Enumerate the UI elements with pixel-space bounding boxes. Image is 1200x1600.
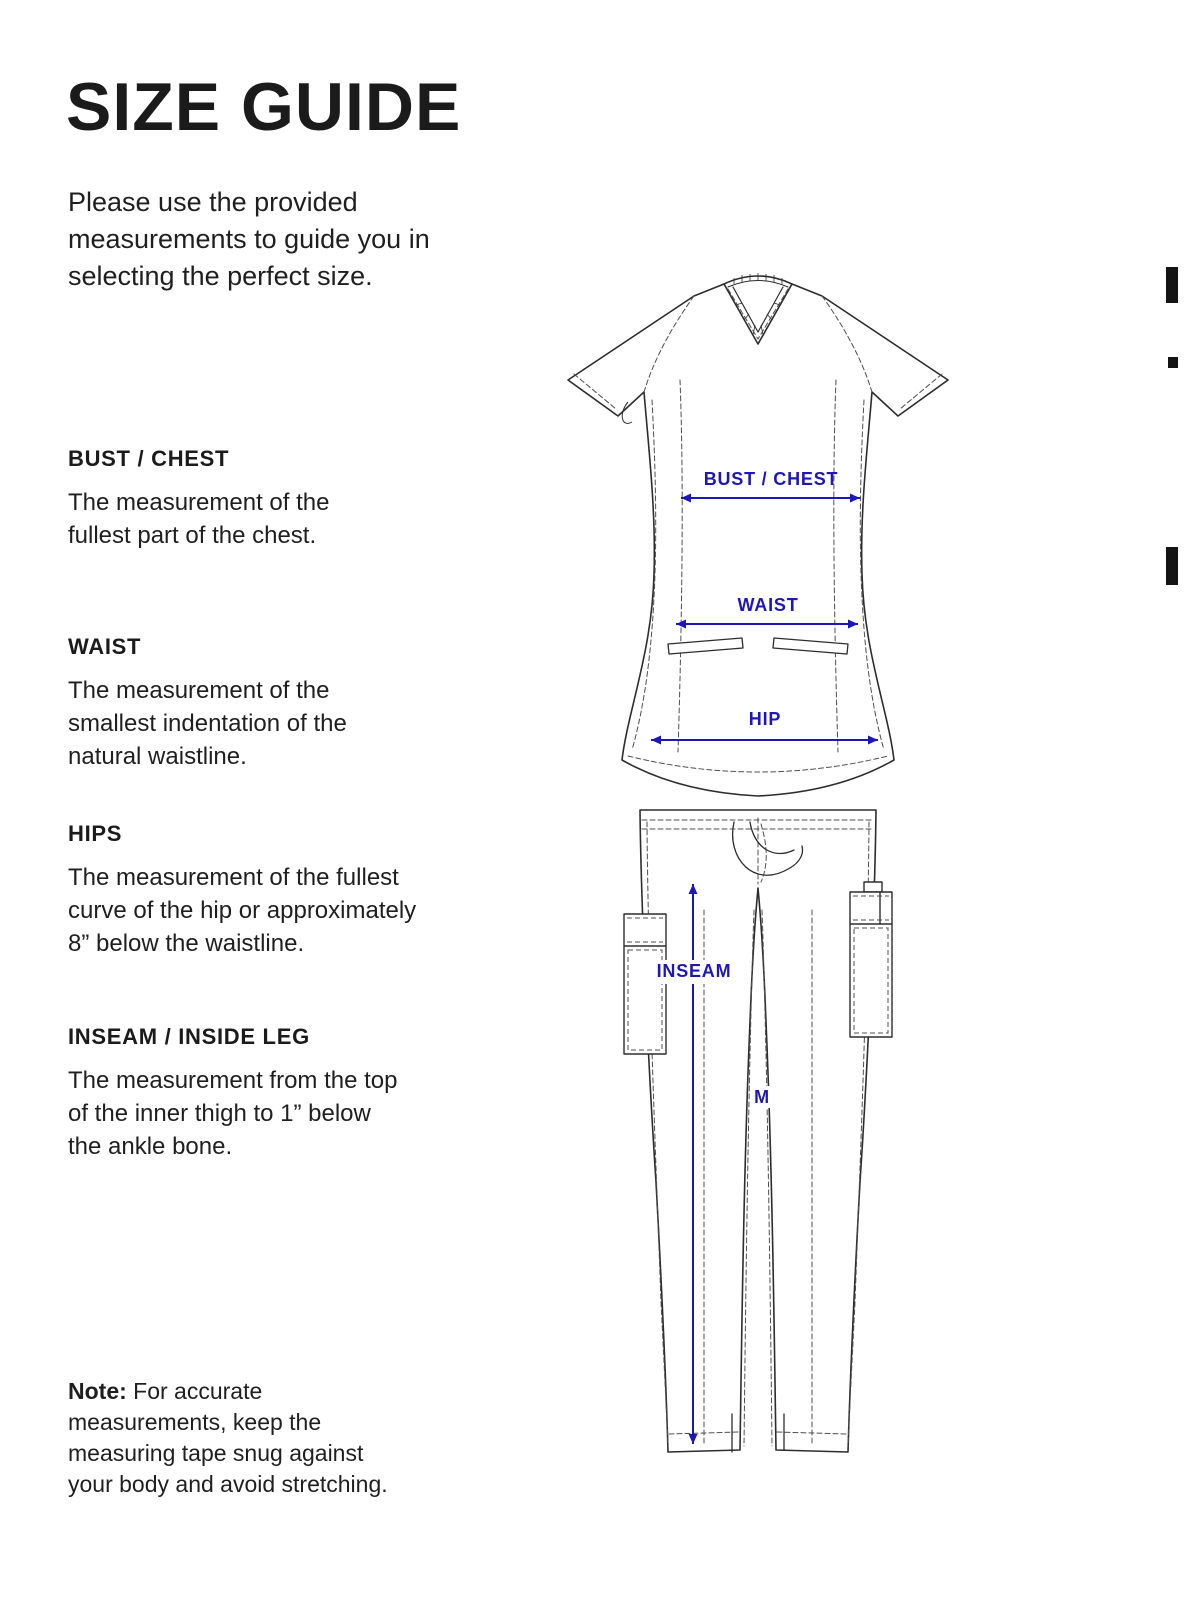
diagram-label-hip: HIP <box>748 709 782 729</box>
right-edge-mark <box>1168 357 1178 368</box>
body-text-line: fullest part of the chest. <box>68 522 317 549</box>
scrub-pants <box>640 810 876 1452</box>
right-edge-mark <box>1166 267 1178 303</box>
body-text-line: The measurement of the <box>68 489 330 516</box>
section-bust-chest <box>68 446 498 552</box>
note-text-line: measuring tape snug against <box>68 1440 364 1466</box>
section-hips <box>68 821 498 960</box>
body-text-line: 8” below the waistline. <box>68 930 305 957</box>
size-diagram <box>528 262 998 1522</box>
bust-measure <box>681 469 860 503</box>
body-text-line: the ankle bone. <box>68 1133 233 1160</box>
body-text-line: curve of the hip or approximately <box>68 897 417 924</box>
section-heading-waist: WAIST <box>68 634 142 659</box>
body-text-line: of the inner thigh to 1” below <box>68 1100 371 1127</box>
diagram-label-waist: WAIST <box>737 595 799 615</box>
cargo-pocket-right <box>850 882 892 1037</box>
intro-line: measurements to guide you in <box>68 224 430 254</box>
note-text: For accurate <box>133 1378 263 1404</box>
note-paragraph <box>68 1376 388 1500</box>
section-heading-bust: BUST / CHEST <box>68 446 230 471</box>
note-text-line: your body and avoid stretching. <box>68 1471 388 1497</box>
body-text-line: The measurement of the fullest <box>68 864 399 891</box>
body-text-line: The measurement of the <box>68 677 330 704</box>
section-heading-hips: HIPS <box>68 821 123 846</box>
body-text-line: The measurement from the top <box>68 1067 398 1094</box>
diagram-label-size: M <box>754 1087 770 1107</box>
intro-paragraph <box>68 184 430 295</box>
diagram-label-inseam: INSEAM <box>656 961 732 981</box>
intro-line: selecting the perfect size. <box>68 261 373 291</box>
intro-line: Please use the provided <box>68 187 358 217</box>
note-label: Note: <box>68 1378 127 1404</box>
scrubs-technical-drawing <box>528 262 998 1522</box>
right-edge-mark <box>1166 547 1178 585</box>
page-title: SIZE GUIDE <box>66 69 462 145</box>
note-first-line <box>68 1376 388 1407</box>
section-inseam <box>68 1024 498 1163</box>
section-waist <box>68 634 498 773</box>
body-text-line: natural waistline. <box>68 743 247 770</box>
diagram-label-bust: BUST / CHEST <box>703 469 839 489</box>
note-text-line: measurements, keep the <box>68 1409 322 1435</box>
size-marker <box>751 1086 775 1108</box>
body-text-line: smallest indentation of the <box>68 710 347 737</box>
section-heading-inseam: INSEAM / INSIDE LEG <box>68 1024 310 1049</box>
